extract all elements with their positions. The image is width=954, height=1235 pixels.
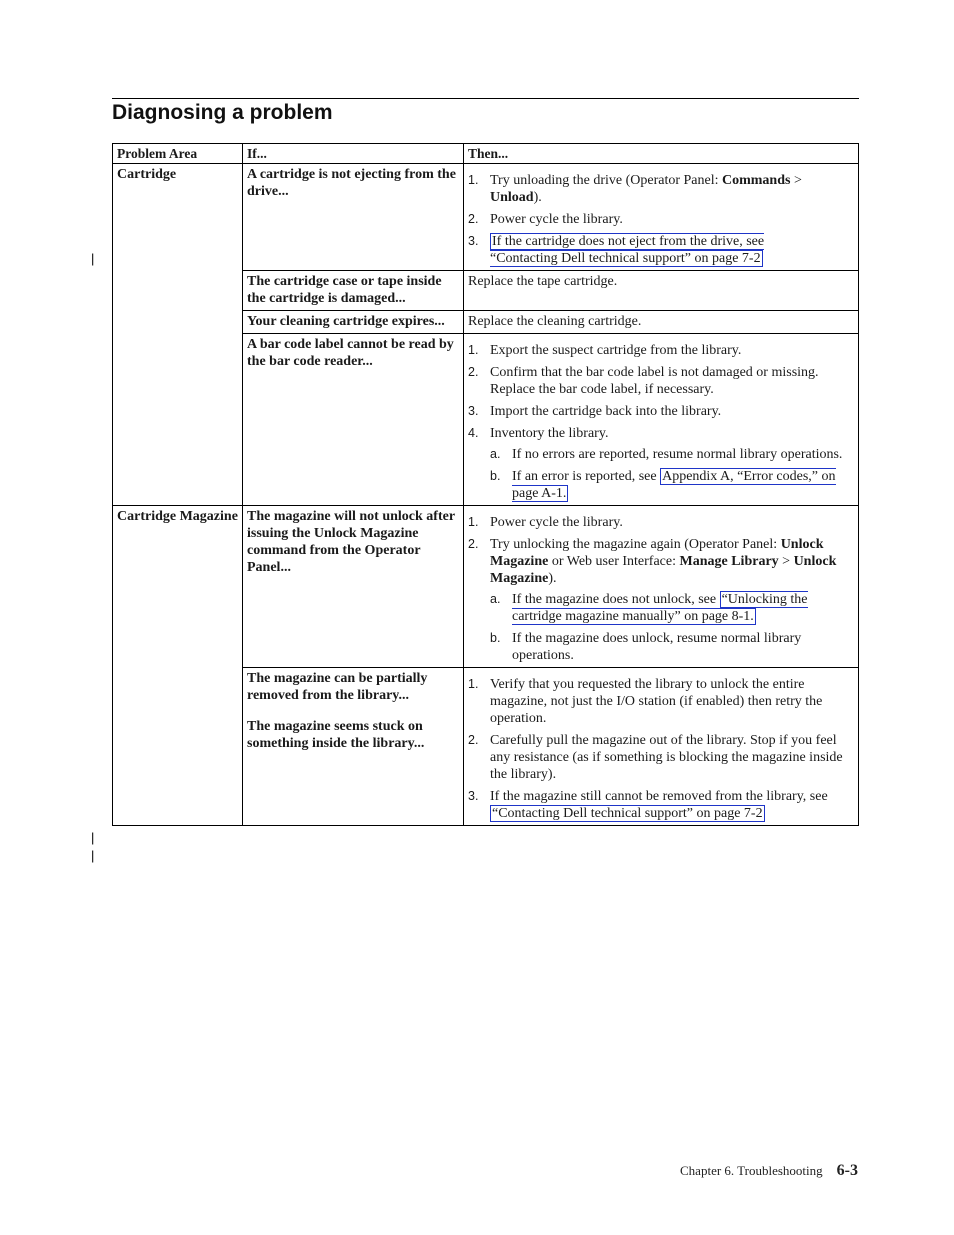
list-item [468, 514, 854, 531]
solution-cell [464, 506, 859, 668]
step-letter: b. [490, 469, 501, 483]
page-footer [680, 1162, 858, 1180]
step-text: ). [548, 571, 557, 586]
title-rule [112, 98, 859, 99]
change-bar: | [91, 830, 95, 845]
step-text: > [790, 173, 802, 188]
step-text: If the magazine does unlock, resume normal library operations. [512, 631, 802, 663]
ui-term: Manage Library [679, 554, 779, 569]
step-number: 1. [468, 515, 479, 529]
page-number: 6-3 [836, 1162, 858, 1179]
list-item [468, 172, 854, 206]
condition-text: The magazine can be partially removed from the library... [247, 671, 428, 703]
diagnosis-table [112, 143, 859, 826]
sub-steps-list [490, 591, 854, 664]
list-item [468, 403, 854, 420]
list-item [468, 233, 854, 267]
ui-term: Commands [722, 173, 791, 188]
steps-list [468, 514, 854, 664]
steps-list [468, 676, 854, 822]
step-text: ). [533, 190, 542, 205]
step-text: If the magazine still cannot be removed from the library, see [490, 789, 828, 804]
condition-cell: A cartridge is not ejecting from the drive... [243, 164, 464, 271]
appendix-link[interactable]: Appendix A, “Error codes,” on page A-1. [512, 469, 836, 501]
unlocking-link[interactable]: “Unlocking the cartridge magazine manually” on page 8-1. [512, 592, 808, 624]
list-item [490, 468, 854, 502]
support-link[interactable]: “Contacting Dell technical support” on page 7-2 [492, 806, 763, 821]
list-item [490, 591, 854, 625]
step-text: Try unlocking the magazine again (Operator Panel: [490, 537, 781, 552]
list-item [468, 536, 854, 664]
change-bar: | [91, 251, 95, 266]
solution-cell [464, 668, 859, 826]
step-number: 4. [468, 426, 479, 440]
step-text: Power cycle the library. [490, 515, 623, 530]
step-number: 3. [468, 234, 479, 248]
page-title: Diagnosing a problem [112, 101, 333, 124]
step-text: If the magazine does not unlock, see [512, 592, 720, 607]
condition-cell: A bar code label cannot be read by the bar code reader... [243, 334, 464, 506]
step-letter: b. [490, 631, 501, 645]
support-link[interactable] [490, 233, 764, 267]
step-number: 1. [468, 677, 479, 691]
problem-area-cartridge-magazine: Cartridge Magazine [113, 506, 243, 826]
solution-cell [464, 334, 859, 506]
step-text: Confirm that the bar code label is not damaged or missing. Replace the bar code label, if necessary. [490, 365, 819, 397]
step-text: Power cycle the library. [490, 212, 623, 227]
header-if: If... [243, 144, 464, 164]
condition-cell [243, 668, 464, 826]
step-letter: a. [490, 592, 501, 606]
table-header-row [113, 144, 859, 164]
step-text: If no errors are reported, resume normal library operations. [512, 447, 843, 462]
step-number: 3. [468, 789, 479, 803]
list-item [468, 676, 854, 727]
step-number: 2. [468, 365, 479, 379]
table-row [113, 506, 859, 668]
steps-list [468, 172, 854, 267]
list-item [490, 446, 854, 463]
link-text: “Contacting Dell technical support” on page 7-2 [490, 251, 761, 266]
step-text: > [778, 554, 794, 569]
step-text: If an error is reported, see [512, 469, 661, 484]
list-item [468, 342, 854, 359]
list-item [468, 732, 854, 783]
solution-cell: Replace the cleaning cartridge. [464, 311, 859, 334]
ui-term: Unlock Magazine [490, 537, 824, 569]
list-item [490, 630, 854, 664]
step-number: 1. [468, 343, 479, 357]
step-number: 2. [468, 537, 479, 551]
step-text: Inventory the library. [490, 426, 609, 441]
step-number: 2. [468, 212, 479, 226]
condition-cell: Your cleaning cartridge expires... [243, 311, 464, 334]
chapter-label: Chapter 6. Troubleshooting [680, 1163, 823, 1178]
solution-cell: Replace the tape cartridge. [464, 271, 859, 311]
list-item [468, 211, 854, 228]
step-text: Import the cartridge back into the library. [490, 404, 722, 419]
condition-cell: The cartridge case or tape inside the cartridge is damaged... [243, 271, 464, 311]
table-row [113, 164, 859, 271]
steps-list [468, 342, 854, 502]
ui-term: Unlock Magazine [490, 554, 837, 586]
change-bar: | [91, 848, 95, 863]
ui-term: Unload [490, 190, 534, 205]
step-number: 1. [468, 173, 479, 187]
sub-steps-list [490, 446, 854, 502]
condition-text: The magazine seems stuck on something inside the library... [247, 719, 425, 751]
list-item [468, 364, 854, 398]
solution-cell [464, 164, 859, 271]
link-text: If the cartridge does not eject from the drive, see [492, 234, 765, 249]
condition-cell: The magazine will not unlock after issuing the Unlock Magazine command from the Operator Panel... [243, 506, 464, 668]
list-item [468, 788, 854, 822]
step-number: 2. [468, 733, 479, 747]
step-text: Export the suspect cartridge from the library. [490, 343, 742, 358]
problem-area-cartridge: Cartridge [113, 164, 243, 506]
step-number: 3. [468, 404, 479, 418]
header-problem-area: Problem Area [113, 144, 243, 164]
step-text: Carefully pull the magazine out of the library. Stop if you feel any resistance (as if something is blocking the magazine inside the library). [490, 733, 843, 782]
step-text: or Web user Interface: [548, 554, 680, 569]
step-text: Verify that you requested the library to unlock the entire magazine, not just the I/O station (if enabled) then retry the operation. [490, 677, 823, 726]
header-then: Then... [464, 144, 859, 164]
step-letter: a. [490, 447, 501, 461]
step-text: Try unloading the drive (Operator Panel: [490, 173, 722, 188]
list-item [468, 425, 854, 502]
